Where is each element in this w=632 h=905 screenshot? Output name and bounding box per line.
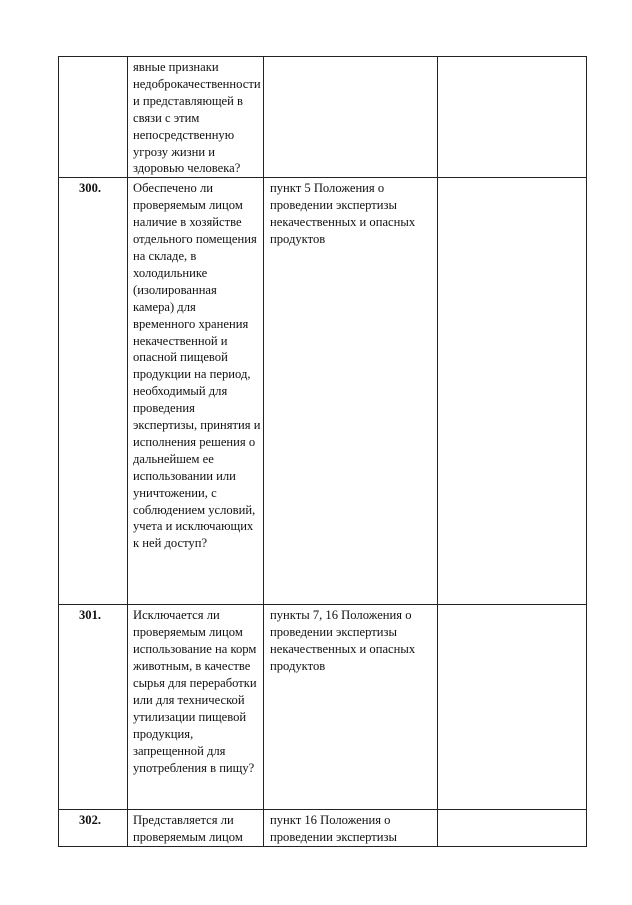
- reference-text: пункты 7, 16 Положения о проведении экспертизы некачественных и опасных продуктов: [270, 608, 416, 674]
- table-row-continuation: [59, 57, 587, 178]
- question-cell: [128, 810, 264, 847]
- question-cell: [128, 57, 264, 178]
- question-cell: [128, 605, 264, 810]
- row-number: 301.: [59, 605, 128, 810]
- question-text: Обеспечено ли проверяемым лицом наличие в хозяйстве отдельного помещения на складе, в холодильнике (изолированная камера) для временного хранения некачественной и опасной пищевой продукции на период, необходимый для проведения экспертизы, принятия и исполнения решения о дальнейшем ее использовании или уничтожении, с соблюдением условий, учета и исключающих к ней доступ?: [133, 181, 261, 551]
- row-number: [59, 57, 128, 178]
- question-text: Исключается ли проверяемым лицом использование на корм животным, в качестве сырья для переработки или для технической утилизации пищевой продукция, запрещенной для употребления в пищу?: [133, 608, 257, 775]
- table-row: [59, 810, 587, 847]
- question-text: Представляется ли проверяемым лицом: [133, 813, 243, 845]
- reference-cell: [264, 810, 438, 847]
- mark-cell: [438, 605, 587, 810]
- question-text: явные признаки недоброкачественности и представляющей в связи с этим непосредственную угрозу жизни и здоровью человека?: [133, 60, 261, 176]
- table-row: [59, 178, 587, 605]
- mark-cell: [438, 178, 587, 605]
- reference-cell: [264, 605, 438, 810]
- reference-cell: [264, 57, 438, 178]
- row-number: 300.: [59, 178, 128, 605]
- table-row: [59, 605, 587, 810]
- checklist-table: [58, 56, 587, 847]
- row-number: 302.: [59, 810, 128, 847]
- reference-text: пункт 16 Положения о проведении экспертизы: [270, 813, 397, 845]
- reference-cell: [264, 178, 438, 605]
- mark-cell: [438, 57, 587, 178]
- question-cell: [128, 178, 264, 605]
- reference-text: пункт 5 Положения о проведении экспертизы некачественных и опасных продуктов: [270, 181, 416, 247]
- mark-cell: [438, 810, 587, 847]
